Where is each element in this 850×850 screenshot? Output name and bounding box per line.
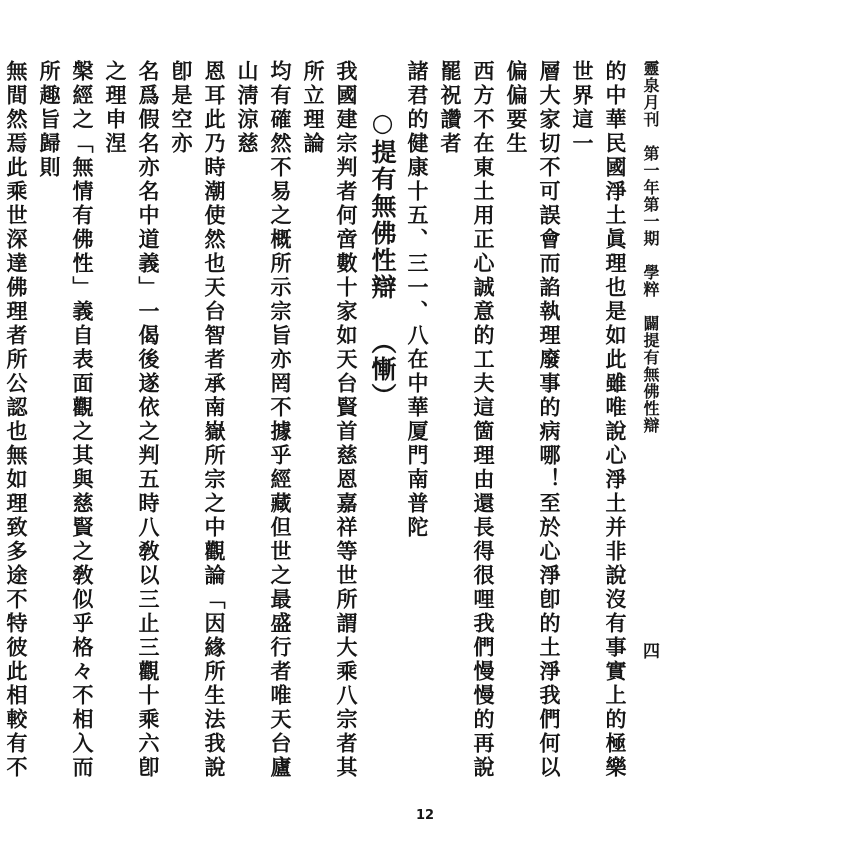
article-line: 槃經之「無情有佛性」義自表面觀之其與慈賢之敎似乎格々不相入而所趣旨歸則 — [37, 60, 95, 780]
article-line: 均有確然不易之概所示宗旨亦罔不據乎經藏但世之最盛行者唯天台廬山淸涼慈 — [235, 60, 293, 780]
article-line: 恩耳此乃時潮使然也天台智者承南嶽所宗之中觀論「因緣所生法我說卽是空亦 — [169, 60, 227, 780]
prev-line: 諸君的健康十五、三一、八在中華厦門南普陀 — [405, 60, 430, 540]
page-number-cjk: 四 — [639, 642, 659, 659]
body-text — [0, 60, 632, 780]
page-folio: 12 — [415, 808, 435, 823]
article-title: ○提有無佛性辯 — [368, 108, 397, 301]
article-line: 名爲假名亦名中道義」一偈後遂依之判五時八敎以三止三觀十乘六卽之理申涅 — [103, 60, 161, 780]
prev-line: 的中華民國淨土眞理也是如此雖唯說心淨土并非說沒有事實上的極樂世界這一 — [570, 60, 628, 780]
article-line: 無間然焉此乘世深達佛理者所公認也無如理致多途不特彼此相較有不 — [4, 60, 29, 780]
running-head: 靈泉月刊 第一年第一期 學粹 闢提有無佛性辯 — [641, 60, 660, 434]
article-heading — [363, 60, 401, 780]
prev-line: 層大家切不可誤會而諂執理廢事的病哪！至於心淨卽的土淨我們何以偏偏要生 — [504, 60, 562, 780]
article-author: （慚） — [368, 329, 397, 410]
article-line: 我國建宗判者何啻數十家如天台賢首慈恩嘉祥等世所謂大乘八宗者其所立理論 — [301, 60, 359, 780]
prev-line: 西方不在東土用正心誠意的工夫這箇理由還長得很哩我們慢慢的再說罷祝讚者 — [438, 60, 496, 780]
